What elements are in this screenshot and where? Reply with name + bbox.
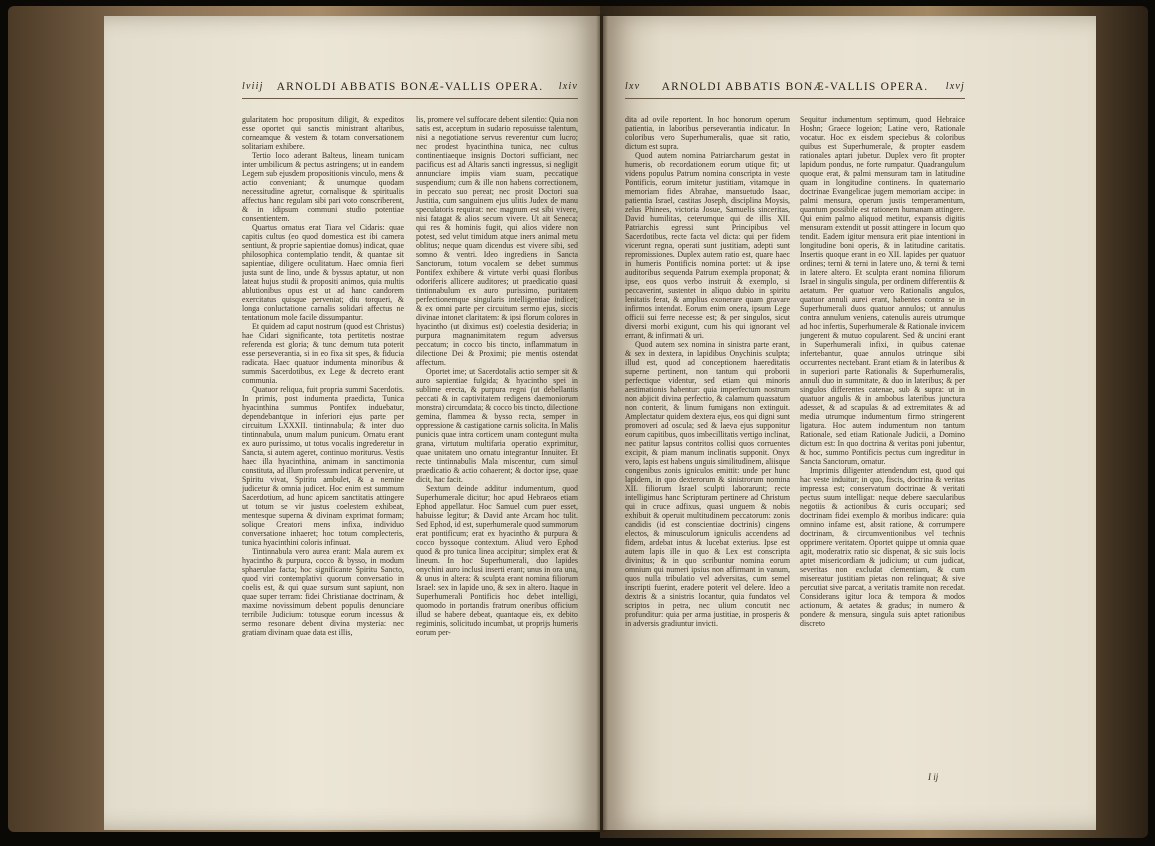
right-column-number: lxv (625, 81, 641, 92)
paragraph: Quatuor reliqua, fuit propria summi Sacerdotis. In primis, post indumenta praedicta, Tunica hyacinthina summus Pontifex induebatur, dependebantque in inferiori ejus parte per circuitum LXXXII. tintinnabula; & inter duo tintinnabula, unum malum punicum. Ornatu erant ex auro purissimo, ut totus vocalis ingrederetur in Sancta, si autem ageret, continuo moriturus. Vestis haec illa hyacinthina, animam in sanctimonia constituta, ad illum professum indicat pervenire, ut Spiritu vivat, Spiritu ambulet, & a nemine judicetur & omnia judicet. Hoc enim est summum Sacerdotium, ad hunc apicem sanctitatis attingere ut totum se vir justus coelestem exhibeat, mentesque superna & divinam exprimat formam; solique Creatori mens infixa, individuo conversatione inhaeret; hoc totum complecteris, tunica hyacinthini coloris infinuat. (242, 385, 404, 547)
right-running-head: ARNOLDI ABBATIS BONÆ-VALLIS OPERA. (661, 81, 929, 93)
paragraph: Sequitur indumentum septimum, quod Hebraice Hoshn; Graece logeion; Latine vero, Rationale vocatur. Hoc ex eisdem speciebus & coloribus quibus est Superhumerale, & propter easdem rationales aptari jubetur. Duplex vero fit propter lapidum pondus, ne forte rumpatur. Quadrangulum quoque erat, & palmi mensuram tam in latitudine quam in longitudine continens. In quaternario doctrinae Evangelicae jugem memoriam accipe: in palmi mensura, operum justis temperamentum, quantum possibile est rationem humanam attingere. Qui enim palmo aliquod metitur, expansis digitis mensuram extendit ut possit attingere in locum quo tendit. Eadem igitur mensura erit piae intentioni in longitudine boni operis, & in latitudine caritatis. Insertis quoque erant in eo XII. lapides per quatuor ordines; terni & terni in latere uno, & terni & terni in latere altero. Et sculpta erant nomina filiorum Israel in singulis singula, per ordinem differentiis & aetatum. Per quatuor vero Rationalis angulos, quatuor annuli aurei erant, habentes contra se in Superhumerali duos quatuor annulos; ut annulus contra annulum veniens, catenulis aureis utrumque ad hoc infertis, Superhumerale & Rationale invicem jungerent & mutuo copularent. Sed & uncini erant in Superhumerali infixi, in quibus catenae infertebantur, quae annulos utrinque sibi occurrentes nectebant. Erant etiam & in lateribus & in superiori parte Rationalis & Superhumeralis, annuli duo in summitate, & duo in lateribus; & per singulos differentes catenae, sub & supra: ut in quatuor angulis & in ambobus lateribus junctura adesset, & ad scapulas & ad extremitates & ad media utrumque indumentum firmo stringerent ligatura. Hoc autem indumentum non tantum Rationale, sed etiam Rationale Judicii, a Domino dictum est: In quo doctrina & veritas poni jubentur, & hoc, summo Pontificis pectus cum ingreditur in Sancta Sanctorum, ornatur. (800, 115, 965, 466)
left-folio: lviij (242, 81, 264, 92)
left-column-number: lxiv (558, 81, 578, 92)
paragraph: gularitatem hoc propositum diligit, & expeditos esse oportet qui sanctis ministrant altaribus, corneamque & vestem & totam conversationem solitariam exhibere. (242, 115, 404, 151)
paragraph: Tintinnabula vero aurea erant: Mala aurem ex hyacintho & purpura, cocco & bysso, in modum sphaerulae facta; hoc significante Spiritu Sancto, quod viri contemplativi quorum conversatio in coelis est, & qui quae sursum sunt sapiunt, non quae super terram: fidei Christianae doctrinam, & maxime novissimum debent populis denunciare terribile Judicium: totusque eorum incessus & sermo resonare debent divina mysteria: nec gratiam divinam quae data est illis, (242, 547, 404, 637)
paragraph: Quod autem nomina Patriarcharum gestat in humeris, ob recordationem eorum utique fit; ut videns populus Patrum nomina conscripta in veste Pontificis, eorum imitetur justitiam, vitamque in memoriam fides Abrahae, mansuetudo Isaac, patientia Israel, castitas Joseph, disciplina Moysis, zelus Phinees, victoria Josue, Samuelis sinceritas, David humilitas, ceterumque qui de illis XII. Patriarchis egressi sunt Principibus vel Sacerdotibus, recte facta vel dicta: qui per fidem vicerunt regna, operati sunt justitiam, adepti sunt repromissiones. Duplex autem ratio est, quare haec in humeris Pontificis nomina portet: ut & ipse auditoribus sequenda Patrum exempla proponat; & ipse, eos quos verbo instruit & exemplo, si peccaverint, sustentet in aliquo dubio in spiritu lenitatis ferat, & amplius exonerare quam gravare infirmos intendat. Eorum enim onera, ipsum Lege officii sui ferre necesse est; & per singulos, sicut diversi morbi exigunt, cum his qui ignorant vel errant, & infirmati & uri. (625, 151, 790, 340)
paragraph: Et quidem ad caput nostrum (quod est Christus) hae Cidari significante, tota pertitetis nostrae referenda est gloria; & tunc demum tuta poterit esse perseverantia, si in eo fixa sit spes, & fiducia radicata. Haec quatuor indumenta minoribus & summis Sacerdotibus, ex Lege & decreto erant communia. (242, 322, 404, 385)
paragraph: Sextum deinde additur indumentum, quod Superhumerale dicitur; hoc apud Hebraeos etiam Ephod appellatur. Hoc Samuel cum puer esset, habuisse legitur; & David ante Arcam hoc tulit. Sed Ephod, id est, superhumerale quod summorum erat pontificum; erat ex hyacintho & purpura & cocco byssoque contextum. Aliud vero Ephod quod & pro tunica linea accipitur; simplex erat & lineum. In hoc Superhumerali, duo lapides onychini auro inclusi inserti erant; unus in ora una, & unus in altera: & sculpta erant nomina filiorum Israel: sex in lapide uno, & sex in altero. Itaque in Superhumerali Pontificis hoc debet intelligi, quomodo in portandis fratrum oneribus officium illud se habere debeat, quantaque eis, ex debito regiminis, solicitudo incumbat, ut proprijs humeris eorum per- (416, 484, 578, 637)
paragraph: Imprimis diligenter attendendum est, quod qui hac veste induitur; in quo, fiscis, doctrina & veritas impressa est; conservatum doctrinae & veritati pectus suum intelligat: neque debere saecularibus negotiis & actionibus & curis occupari; sed doctrinam fidei exemplo & moribus indicare: quia omnino infame est, absit ratione, & corrumpere doctrinam, & circumventionibus vel technis opprimere veritatem. Oportet quippe ut omnia quae agit, moderatrix ratio sic dispenat, & sic suis locis aptet misericordiam & judicium; ut cum judicat, severitas non excludat clementiam, & cum misereatur justitiam pietas non relinquat; & sive percutiat sive parcat, a veritatis tramite non recedat. Considerans igitur loca & tempora & modos actionum, & aetates & gradus; in numero & pondere & mensura, singula suis aptet rationibus discreto (800, 466, 965, 628)
paragraph: lis, promere vel suffocare debent silentio: Quia non satis est, acceptum in sudario reposuisse talentum, nisi a negotiatione servus reverentur cum lucro; nec prodest hyacinthina tunica, nec cultus continentiaeque insignis Doctori sufficiant, nec pacificus est ad Altaris sancti ingressus, si negligit annunciare impiis viam suam, peccatique suspendium; cum & ille non habens correctionem, in peccato suo pereat; nec prosit Doctori sua Justitia, cum sanguinem ejus ulitis Judex de manu speculatoris requirat: nec magnum est sibi vivere, nisi fatagat & alios secum vivere. Ut ait Seneca; qui res & hominis fugit, qui alios videre non potest, sed velut timidum atque iners animal metu oblitus; neque quam dicendus est vivere sibi, sed somno & ventri. Ideo ingrediens in Sancta Sanctorum, totum vocalem se debet summus Pontifex exhibere & virtute verbi quasi floribus odoriferis allicere auditores; ut praedicatio quasi tintinnabulum ex auro purissimo, puritatem perfectionemque singularis intelligentiae indicet; & ex omni parte per circuitum sermo ejus, siccis divinae intonet claritatem: & ipsi florum colores in hyacintho (ut diximus est) coelestia desideria; in purpura magnanimitatem regum adversus peccatum; in cocco bis tincto, inflammatum in dilectione Dei & Proximi; pie mentis ostendat affectum. (416, 115, 578, 367)
paragraph: Quod autem sex nomina in sinistra parte erant, & sex in dextera, in lapidibus Onychinis sculpta; illud est, quod ad conceptionem haereditatis superne pertinent, non tantum qui proborii perfectique videntur, sed etiam qui minoris aestimationis habentur: quia imperfectum nostrum non abjicit divina perfectio, & calamum quassatum non conterit, & linum fumigans non extinguit. Amplectatur quidem dextera ejus, eos qui digni sunt promoveri ad oscula; sed & laeva ejus supponitur eorum capitibus, quos imbecillitatis vertigo inclinat, nec patitur lapsus contritos collisi quos corruentes excipit, & piam manum inclinatis supponit. Onyx vero, lapis est habens unguis similitudinem, aliisque congenibus zonis igniculos emittit: unde per hunc lapidem, in quo dexterorum & sinistrorum nomina XII. filiorum Israel sculpti laborarunt; recte intelligimus hanc Scripturam pertinere ad Christum qui in cruce adfixus, quasi unguem & nobis exhibuit & operuit multitudinem peccatorum: zonis candidis (id est conscientiae doctrinis) cingens electos, & minusculorum igniculis accendens ad fidem, ardebat intus & lucebat exterius. Ipse est autem lapis ille in quo & Lex est conscripta divinitus; & in quo scribuntur nomina eorum omnium qui numeri ipsius non affirmant in vanum, quos nulla tribulatio vel adversitas, cum semel inscripti fuerint, eradere poterit vel delere. Ideo a dextris & a sinistris locantur, quia fundatos vel scriptos in petra, nec ulium concutit nec profunditur: quia per arma justitiae, in prosperis & in adversis gradiuntur invicti. (625, 340, 790, 628)
left-column-1 (242, 115, 404, 830)
book-gutter (596, 14, 608, 832)
paragraph: Tertio loco aderant Balteus, lineam tunicam inter umbilicum & pectus astringens; ut in eandem Legem sub ejusdem propositionis vinculo, mens & actio conveniant; & unumque quodam necessitudine agretur, cornalisque & spiritualis affectus hanc regulam sibi pari voto conscriberent, & in idipsum communi studio potentiae consentientem. (242, 151, 404, 223)
right-header-rule (625, 98, 965, 99)
signature-mark: I ij (928, 772, 939, 782)
left-header-rule (242, 98, 578, 99)
left-column-2 (416, 115, 578, 830)
paragraph: Quartus ornatus erat Tiara vel Cidaris: quae capitis cultus (eo quod domestica est ibi camera sentiunt, & proprie sapientiae domus) indicat, quae philosophica contemplatio tendit, & quantae sit sapientiae, diligere oculitatum. Haec omnia fieri justa sunt de lino, unde & byssus aptatur, ut non lateat hujus studii & propositi animos, quia multis ablutionibus opus est ut ad hanc candorem exercitatus quisque perveniat; diu torqueri, & longa conluctatione carnalis solidari affectus ne tentationum mole facile dissumpantur. (242, 223, 404, 322)
left-running-head-container (242, 81, 578, 97)
paragraph: Oportet ime; ut Sacerdotalis actio semper sit & auro sapientiae fulgida; & hyacintho spei in sublime erecta, & purpura regni (ut debellantis peccati & in captivitatem redigens daemoniorum monstra) circumdata; & cocco bis tincto, dilectione gemina, flammea & bysso recta, semper in oppressione & castigatione carnis solicita. In Malis punicis quae intra corticem unam contegunt multa grana, virtutum multifaria operatio exprimitur, quae unitatem uno ornatu integrantur Innuiter. Et recte tintinnabulis Mala miscentur, cum simul praedicatio & actio cohaerent; & doctor ipse, quae dicit, hac facit. (416, 367, 578, 484)
right-folio: lxvj (945, 81, 965, 92)
right-running-head-container (625, 81, 965, 97)
paragraph: dita ad ovile reportent. In hoc honorum operum patientia, in laboribus perseverantia indicatur. In coloribus vero Superhumeralis, quae sit ratio, dictum est supra. (625, 115, 790, 151)
right-column-2 (800, 115, 965, 770)
right-column-1 (625, 115, 790, 770)
left-running-head: ARNOLDI ABBATIS BONÆ-VALLIS OPERA. (276, 81, 544, 93)
